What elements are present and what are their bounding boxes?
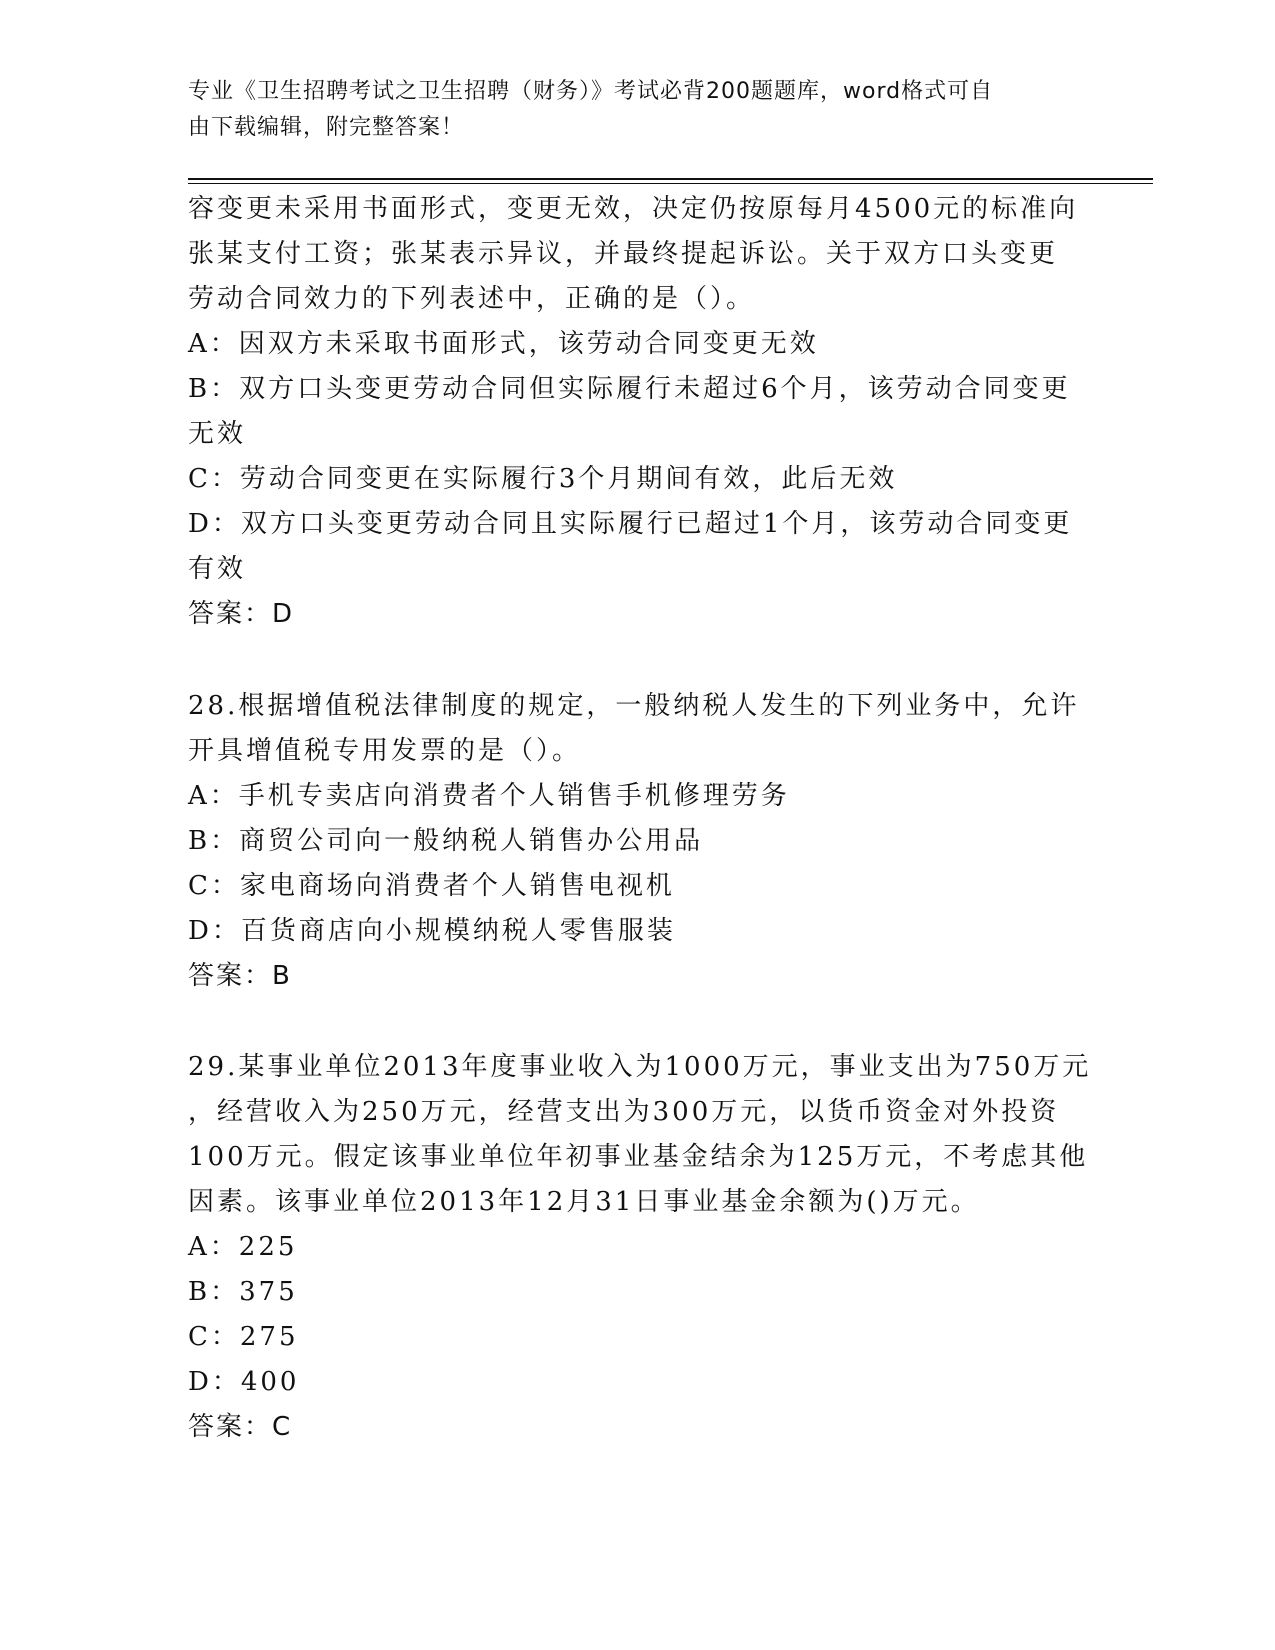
header-line-1: 专业《卫生招聘考试之卫生招聘（财务）》考试必背200题题库，word格式可自 bbox=[188, 79, 994, 104]
question-27 bbox=[188, 187, 1088, 637]
option-b: B：双方口头变更劳动合同但实际履行未超过6个月，该劳动合同变更 bbox=[188, 374, 1071, 404]
question-stem-line: 29.某事业单位2013年度事业收入为1000万元，事业支出为750万元 bbox=[188, 1052, 1092, 1082]
question-stem-line: ，经营收入为250万元，经营支出为300万元，以货币资金对外投资 bbox=[188, 1097, 1060, 1127]
option-b-cont: 无效 bbox=[188, 419, 247, 449]
option-a: A：因双方未采取书面形式，该劳动合同变更无效 bbox=[188, 329, 819, 359]
question-stem-line: 100万元。假定该事业单位年初事业基金结余为125万元，不考虑其他 bbox=[188, 1142, 1089, 1172]
option-c: C：家电商场向消费者个人销售电视机 bbox=[188, 871, 675, 901]
option-c: C：275 bbox=[188, 1322, 299, 1352]
question-stem-line: 容变更未采用书面形式，变更无效，决定仍按原每月4500元的标准向 bbox=[188, 194, 1079, 224]
question-stem-line: 28.根据增值税法律制度的规定，一般纳税人发生的下列业务中，允许 bbox=[188, 691, 1080, 721]
answer-label: 答案：C bbox=[188, 1412, 293, 1442]
option-d: D：400 bbox=[188, 1367, 300, 1397]
header-line-2: 由下载编辑，附完整答案！ bbox=[188, 115, 465, 140]
question-29 bbox=[188, 1045, 1092, 1450]
option-b: B：商贸公司向一般纳税人销售办公用品 bbox=[188, 826, 704, 856]
question-stem-line: 因素。该事业单位2013年12月31日事业基金余额为()万元。 bbox=[188, 1187, 980, 1217]
question-28 bbox=[188, 684, 1088, 999]
option-d: D：双方口头变更劳动合同且实际履行已超过1个月，该劳动合同变更 bbox=[188, 509, 1073, 539]
option-a: A：手机专卖店向消费者个人销售手机修理劳务 bbox=[188, 781, 790, 811]
question-stem-line: 张某支付工资；张某表示异议，并最终提起诉讼。关于双方口头变更 bbox=[188, 239, 1059, 269]
header-rule-thin bbox=[188, 183, 1153, 184]
question-stem-line: 劳动合同效力的下列表述中，正确的是（）。 bbox=[188, 284, 756, 314]
option-d: D：百货商店向小规模纳税人零售服装 bbox=[188, 916, 676, 946]
option-d-cont: 有效 bbox=[188, 554, 247, 584]
option-c: C：劳动合同变更在实际履行3个月期间有效，此后无效 bbox=[188, 464, 898, 494]
question-stem-line: 开具增值税专用发票的是（）。 bbox=[188, 736, 582, 766]
answer-label: 答案：D bbox=[188, 599, 295, 629]
option-a: A：225 bbox=[188, 1232, 298, 1262]
answer-label: 答案：B bbox=[188, 961, 292, 991]
header-rule-thick bbox=[188, 178, 1153, 180]
option-b: B：375 bbox=[188, 1277, 298, 1307]
document-header bbox=[188, 74, 1088, 146]
